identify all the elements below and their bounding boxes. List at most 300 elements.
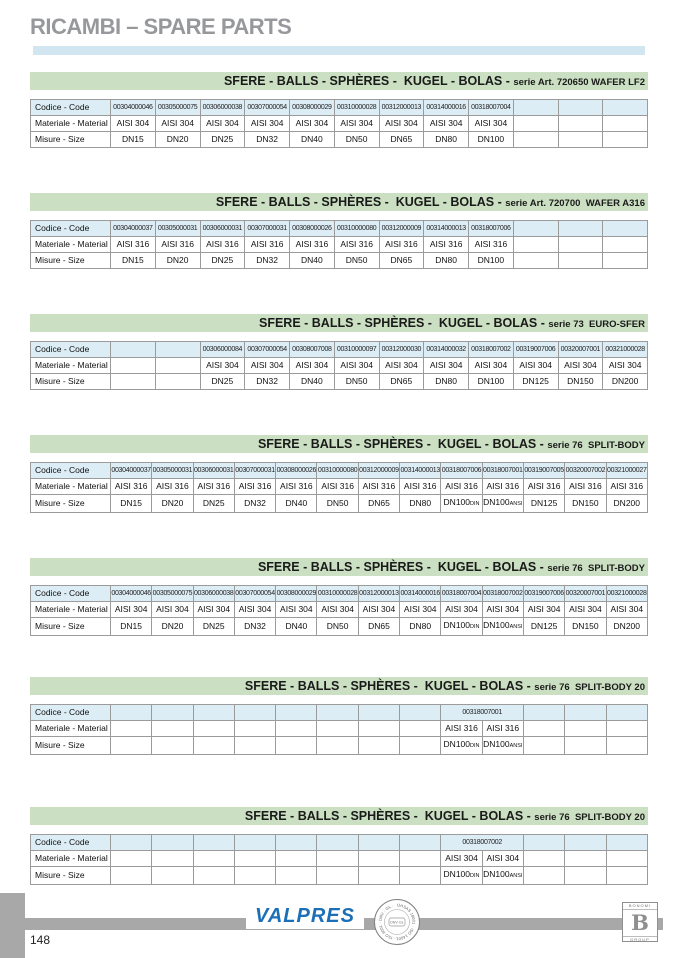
code-cell: 00320007002 — [565, 463, 606, 479]
code-cell — [400, 705, 441, 721]
material-cell — [152, 851, 193, 867]
code-cell: 00314000016 — [424, 100, 469, 116]
size-cell — [558, 132, 603, 148]
section-title-bar — [30, 314, 648, 332]
material-cell: AISI 316 — [379, 237, 424, 253]
stamp-ring-text: OHSAS 18001 · ISO 14001 · ISO 9001 · DNV · GL · — [377, 902, 417, 942]
size-cell: DN65 — [379, 132, 424, 148]
code-cell: 00321000028 — [606, 586, 647, 602]
size-cell: DN50 — [334, 132, 379, 148]
material-cell — [234, 851, 275, 867]
size-cell — [603, 132, 648, 148]
size-cell — [152, 737, 193, 755]
parts-table — [30, 834, 648, 885]
code-cell — [111, 342, 156, 358]
material-cell: AISI 304 — [441, 602, 482, 618]
size-cell: DN20 — [152, 495, 193, 513]
size-cell: DN200 — [606, 495, 647, 513]
material-cell — [400, 851, 441, 867]
code-cell: 00319007005 — [523, 463, 564, 479]
size-cell: DN65 — [379, 253, 424, 269]
size-cell — [606, 867, 647, 885]
code-cell: 00304000046 — [111, 586, 152, 602]
material-cell: AISI 304 — [111, 602, 152, 618]
code-cell: 00314000016 — [400, 586, 441, 602]
size-cell — [400, 737, 441, 755]
size-cell — [111, 374, 156, 390]
size-cell: DN100 — [469, 132, 514, 148]
code-cell — [565, 835, 606, 851]
code-cell: 00320007001 — [565, 586, 606, 602]
size-cell — [111, 867, 152, 885]
size-cell: DN100DIN — [441, 867, 482, 885]
material-cell: AISI 304 — [234, 602, 275, 618]
code-cell: 00314000013 — [424, 221, 469, 237]
material-cell: AISI 304 — [155, 116, 200, 132]
material-cell — [523, 721, 564, 737]
code-cell: 00306000038 — [193, 586, 234, 602]
material-cell: AISI 316 — [200, 237, 245, 253]
code-cell: 00307000031 — [245, 221, 290, 237]
material-cell — [558, 237, 603, 253]
size-cell: DN50 — [317, 618, 358, 636]
section-title-bar — [30, 435, 648, 453]
footer-left-tab — [0, 893, 25, 958]
material-cell: AISI 304 — [469, 116, 514, 132]
size-cell: DN80 — [400, 495, 441, 513]
size-cell: DN25 — [200, 374, 245, 390]
code-row-label: Codice - Code — [31, 705, 111, 721]
material-row-label: Materiale - Material — [31, 116, 111, 132]
material-cell: AISI 304 — [290, 358, 335, 374]
code-cell: 00318007001 — [482, 463, 523, 479]
section-title: SFERE - BALLS - SPHÈRES - KUGEL - BOLAS - — [244, 679, 535, 693]
size-cell — [193, 867, 234, 885]
section-serie-label: serie 76 SPLIT-BODY — [547, 440, 645, 451]
code-cell: 00304000046 — [111, 100, 156, 116]
material-cell: AISI 304 — [276, 602, 317, 618]
code-cell — [152, 835, 193, 851]
size-cell: DN200 — [606, 618, 647, 636]
bonomi-logo-top-text: BONOMI — [623, 903, 657, 910]
size-cell: DN100ANSI — [482, 737, 523, 755]
size-cell — [111, 737, 152, 755]
material-cell: AISI 304 — [424, 116, 469, 132]
code-row — [31, 586, 648, 602]
material-row-label: Materiale - Material — [31, 358, 111, 374]
material-cell — [152, 721, 193, 737]
size-row-label: Misure - Size — [31, 618, 111, 636]
code-cell: 00305000075 — [152, 586, 193, 602]
material-cell: AISI 304 — [513, 358, 558, 374]
code-cell: 00310000080 — [317, 463, 358, 479]
size-cell — [400, 867, 441, 885]
size-cell — [276, 737, 317, 755]
section-serie-label: serie Art. 720700 WAFER A316 — [505, 198, 645, 209]
material-cell — [513, 237, 558, 253]
material-cell: AISI 304 — [441, 851, 482, 867]
code-cell: 00310000097 — [334, 342, 379, 358]
size-row — [31, 132, 648, 148]
code-cell: 00320007001 — [558, 342, 603, 358]
code-cell: 00304000037 — [111, 463, 152, 479]
code-cell: 00314000032 — [424, 342, 469, 358]
code-cell: 00307000054 — [245, 342, 290, 358]
size-cell: DN15 — [111, 132, 156, 148]
code-cell: 00312000009 — [379, 221, 424, 237]
size-standard-suffix: ANSI — [509, 501, 523, 507]
material-cell: AISI 304 — [358, 602, 399, 618]
bonomi-group-logo — [622, 902, 658, 942]
size-cell: DN65 — [379, 374, 424, 390]
code-row-label: Codice - Code — [31, 835, 111, 851]
code-cell — [558, 221, 603, 237]
size-cell: DN80 — [424, 374, 469, 390]
code-cell — [513, 221, 558, 237]
material-row — [31, 479, 648, 495]
code-row-label: Codice - Code — [31, 342, 111, 358]
material-cell — [276, 851, 317, 867]
code-cell: 00308000026 — [276, 463, 317, 479]
section-title: SFERE - BALLS - SPHÈRES - KUGEL - BOLAS - — [223, 74, 514, 88]
material-row-label: Materiale - Material — [31, 237, 111, 253]
material-cell: AISI 304 — [111, 116, 156, 132]
material-cell: AISI 316 — [155, 237, 200, 253]
material-row — [31, 721, 648, 737]
valpres-logo: VALPRES — [246, 903, 364, 929]
code-row-label: Codice - Code — [31, 463, 111, 479]
code-cell: 00308000029 — [290, 100, 335, 116]
size-row — [31, 867, 648, 885]
material-cell: AISI 304 — [400, 602, 441, 618]
material-row — [31, 851, 648, 867]
material-cell: AISI 316 — [234, 479, 275, 495]
material-cell — [193, 721, 234, 737]
size-cell — [317, 867, 358, 885]
parts-table — [30, 585, 648, 636]
size-row-label: Misure - Size — [31, 495, 111, 513]
size-cell — [276, 867, 317, 885]
size-cell — [603, 253, 648, 269]
code-cell — [193, 705, 234, 721]
size-cell — [358, 737, 399, 755]
size-cell — [358, 867, 399, 885]
material-cell: AISI 316 — [317, 479, 358, 495]
code-cell — [234, 705, 275, 721]
material-cell — [358, 721, 399, 737]
size-cell — [523, 867, 564, 885]
size-cell: DN100 — [469, 253, 514, 269]
code-cell: 00318007001 — [441, 705, 524, 721]
code-cell: 00305000075 — [155, 100, 200, 116]
material-cell: AISI 304 — [565, 602, 606, 618]
code-row-label: Codice - Code — [31, 586, 111, 602]
material-row-label: Materiale - Material — [31, 602, 111, 618]
code-cell: 00307000031 — [234, 463, 275, 479]
size-cell — [234, 867, 275, 885]
code-row — [31, 463, 648, 479]
size-row — [31, 374, 648, 390]
code-cell — [317, 835, 358, 851]
material-row-label: Materiale - Material — [31, 479, 111, 495]
material-cell: AISI 316 — [441, 479, 482, 495]
material-cell: AISI 316 — [152, 479, 193, 495]
code-row — [31, 221, 648, 237]
material-cell — [111, 721, 152, 737]
material-cell: AISI 316 — [334, 237, 379, 253]
code-cell — [317, 705, 358, 721]
code-cell — [276, 705, 317, 721]
size-cell: DN150 — [565, 495, 606, 513]
size-cell — [523, 737, 564, 755]
size-cell — [558, 253, 603, 269]
size-cell: DN25 — [193, 495, 234, 513]
material-cell: AISI 316 — [482, 479, 523, 495]
code-cell: 00318007006 — [469, 221, 514, 237]
size-cell: DN20 — [155, 132, 200, 148]
code-cell: 00310000080 — [334, 221, 379, 237]
material-cell: AISI 304 — [558, 358, 603, 374]
code-cell — [111, 835, 152, 851]
code-cell: 00318007002 — [441, 835, 524, 851]
size-cell: DN32 — [234, 495, 275, 513]
code-cell: 00319007006 — [523, 586, 564, 602]
material-cell — [400, 721, 441, 737]
material-cell — [606, 851, 647, 867]
material-cell: AISI 304 — [245, 116, 290, 132]
material-cell: AISI 316 — [193, 479, 234, 495]
code-cell: 00310000028 — [334, 100, 379, 116]
code-cell: 00312000030 — [379, 342, 424, 358]
material-cell: AISI 316 — [276, 479, 317, 495]
material-cell — [565, 721, 606, 737]
material-cell: AISI 304 — [603, 358, 648, 374]
size-cell: DN15 — [111, 495, 152, 513]
size-cell — [155, 374, 200, 390]
code-cell — [558, 100, 603, 116]
size-cell: DN65 — [358, 495, 399, 513]
size-standard-suffix: ANSI — [509, 743, 523, 749]
section-title-bar — [30, 807, 648, 825]
size-row-label: Misure - Size — [31, 867, 111, 885]
code-cell: 00318007002 — [482, 586, 523, 602]
material-cell: AISI 316 — [565, 479, 606, 495]
section-serie-label: serie 76 SPLIT-BODY 20 — [534, 682, 645, 693]
size-row-label: Misure - Size — [31, 253, 111, 269]
material-cell — [276, 721, 317, 737]
size-cell: DN15 — [111, 253, 156, 269]
material-cell — [358, 851, 399, 867]
material-cell: AISI 316 — [400, 479, 441, 495]
parts-table — [30, 99, 648, 148]
size-cell — [152, 867, 193, 885]
material-cell — [603, 116, 648, 132]
code-cell: 00306000031 — [193, 463, 234, 479]
size-cell: DN100DIN — [441, 495, 482, 513]
code-cell — [358, 705, 399, 721]
material-cell — [234, 721, 275, 737]
material-cell: AISI 316 — [111, 237, 156, 253]
section-title-bar — [30, 558, 648, 576]
size-cell: DN80 — [424, 132, 469, 148]
code-cell: 00310000028 — [317, 586, 358, 602]
material-cell — [606, 721, 647, 737]
size-cell: DN100DIN — [441, 737, 482, 755]
size-cell: DN32 — [245, 253, 290, 269]
material-cell: AISI 316 — [606, 479, 647, 495]
size-cell: DN40 — [290, 253, 335, 269]
parts-table — [30, 220, 648, 269]
code-cell: 00312000009 — [358, 463, 399, 479]
stamp-center-text: DNV·GL — [390, 920, 404, 925]
material-cell: AISI 304 — [317, 602, 358, 618]
code-row — [31, 705, 648, 721]
code-row — [31, 342, 648, 358]
code-cell: 00305000031 — [155, 221, 200, 237]
size-cell: DN100ANSI — [482, 495, 523, 513]
section-title: SFERE - BALLS - SPHÈRES - KUGEL - BOLAS - — [215, 195, 506, 209]
material-row — [31, 116, 648, 132]
size-cell: DN40 — [276, 618, 317, 636]
section-title: SFERE - BALLS - SPHÈRES - KUGEL - BOLAS - — [244, 809, 535, 823]
material-cell — [317, 721, 358, 737]
material-cell: AISI 304 — [482, 602, 523, 618]
size-cell — [565, 737, 606, 755]
size-standard-suffix: DIN — [470, 873, 480, 879]
material-cell: AISI 304 — [200, 358, 245, 374]
size-row-label: Misure - Size — [31, 737, 111, 755]
size-cell — [606, 737, 647, 755]
material-cell — [317, 851, 358, 867]
size-cell: DN125 — [513, 374, 558, 390]
section-title: SFERE - BALLS - SPHÈRES - KUGEL - BOLAS - — [259, 316, 549, 330]
size-cell: DN125 — [523, 618, 564, 636]
material-cell: AISI 316 — [523, 479, 564, 495]
size-cell — [193, 737, 234, 755]
size-row-label: Misure - Size — [31, 132, 111, 148]
material-cell: AISI 316 — [469, 237, 514, 253]
code-cell: 00312000013 — [379, 100, 424, 116]
material-cell: AISI 316 — [441, 721, 482, 737]
material-cell: AISI 304 — [469, 358, 514, 374]
material-cell: AISI 304 — [523, 602, 564, 618]
size-cell: DN15 — [111, 618, 152, 636]
size-cell: DN20 — [152, 618, 193, 636]
size-cell: DN40 — [276, 495, 317, 513]
size-standard-suffix: ANSI — [509, 873, 523, 879]
size-cell: DN20 — [155, 253, 200, 269]
code-cell: 00318007004 — [441, 586, 482, 602]
section-title: SFERE - BALLS - SPHÈRES - KUGEL - BOLAS - — [257, 437, 548, 451]
bonomi-logo-letter: B — [631, 910, 649, 935]
size-cell: DN50 — [334, 253, 379, 269]
material-cell: AISI 316 — [245, 237, 290, 253]
material-cell: AISI 316 — [424, 237, 469, 253]
size-cell: DN40 — [290, 374, 335, 390]
material-cell: AISI 304 — [334, 116, 379, 132]
code-cell: 00321000028 — [603, 342, 648, 358]
code-cell — [603, 221, 648, 237]
size-cell: DN100DIN — [441, 618, 482, 636]
code-row-label: Codice - Code — [31, 221, 111, 237]
size-standard-suffix: ANSI — [509, 624, 523, 630]
size-cell — [513, 253, 558, 269]
material-cell: AISI 304 — [152, 602, 193, 618]
material-cell — [193, 851, 234, 867]
size-row — [31, 495, 648, 513]
section-title-bar — [30, 72, 648, 90]
code-cell — [606, 835, 647, 851]
material-cell — [111, 358, 156, 374]
code-cell — [358, 835, 399, 851]
code-cell: 00307000054 — [245, 100, 290, 116]
material-cell — [523, 851, 564, 867]
section-title: SFERE - BALLS - SPHÈRES - KUGEL - BOLAS - — [257, 560, 548, 574]
size-cell: DN25 — [200, 132, 245, 148]
material-cell — [513, 116, 558, 132]
section-serie-label: serie 76 SPLIT-BODY — [547, 563, 645, 574]
size-cell: DN100ANSI — [482, 618, 523, 636]
code-cell — [606, 705, 647, 721]
material-cell: AISI 304 — [193, 602, 234, 618]
size-cell: DN40 — [290, 132, 335, 148]
material-cell — [565, 851, 606, 867]
size-cell: DN32 — [234, 618, 275, 636]
size-row — [31, 253, 648, 269]
code-cell — [155, 342, 200, 358]
size-cell: DN125 — [523, 495, 564, 513]
code-cell: 00314000013 — [400, 463, 441, 479]
tables-container — [30, 72, 648, 885]
code-row — [31, 835, 648, 851]
code-row — [31, 100, 648, 116]
code-cell — [276, 835, 317, 851]
material-cell: AISI 316 — [290, 237, 335, 253]
size-cell — [565, 867, 606, 885]
code-cell: 00318007004 — [469, 100, 514, 116]
code-cell: 00304000037 — [111, 221, 156, 237]
code-cell — [111, 705, 152, 721]
main-content — [30, 0, 648, 885]
material-cell: AISI 304 — [424, 358, 469, 374]
page-number: 148 — [30, 933, 51, 947]
material-row — [31, 602, 648, 618]
code-cell: 00307000054 — [234, 586, 275, 602]
material-cell: AISI 304 — [482, 851, 523, 867]
section-serie-label: serie 76 SPLIT-BODY 20 — [534, 812, 645, 823]
code-cell — [152, 705, 193, 721]
bonomi-logo-bottom-text: GROUP — [623, 936, 657, 943]
size-cell: DN25 — [200, 253, 245, 269]
size-cell: DN100ANSI — [482, 867, 523, 885]
code-cell — [513, 100, 558, 116]
code-cell: 00319007006 — [513, 342, 558, 358]
code-cell: 00306000038 — [200, 100, 245, 116]
material-row — [31, 237, 648, 253]
material-cell: AISI 316 — [358, 479, 399, 495]
material-cell — [111, 851, 152, 867]
code-cell: 00308007008 — [290, 342, 335, 358]
material-cell: AISI 316 — [111, 479, 152, 495]
size-cell: DN200 — [603, 374, 648, 390]
title-underline-bar — [33, 46, 645, 55]
size-cell: DN150 — [558, 374, 603, 390]
size-cell: DN150 — [565, 618, 606, 636]
material-cell: AISI 304 — [245, 358, 290, 374]
certification-stamp-icon — [373, 898, 421, 946]
material-cell — [603, 237, 648, 253]
code-cell — [523, 705, 564, 721]
